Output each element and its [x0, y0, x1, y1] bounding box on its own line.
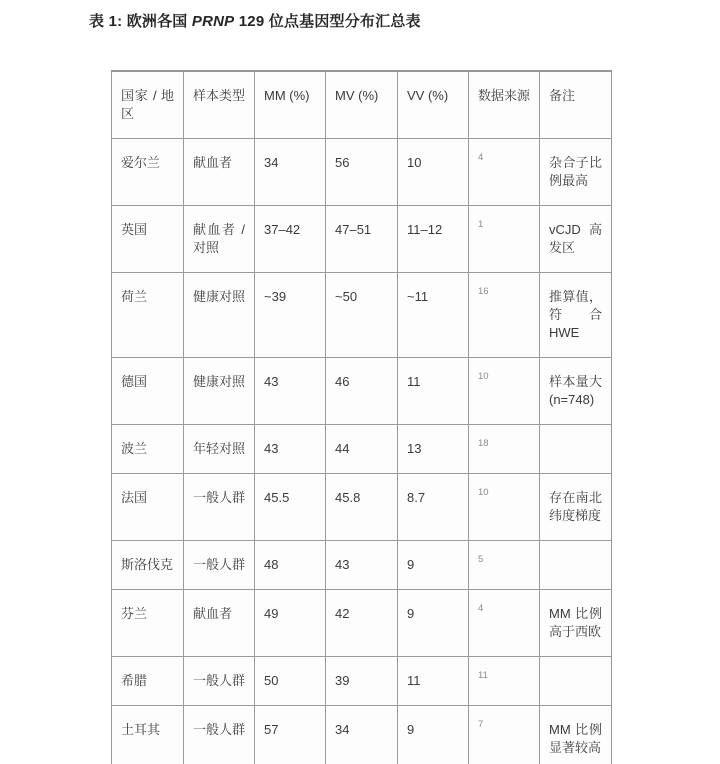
cell-sample-type: 一般人群 [184, 657, 255, 706]
cell-vv: 11 [398, 358, 469, 425]
source-ref-superscript: 10 [478, 487, 489, 498]
cell-vv: 11–12 [398, 206, 469, 273]
cell-source [469, 541, 540, 590]
cell-note: 推算值，符合 HWE [540, 273, 612, 358]
cell-mm: 49 [255, 590, 326, 657]
cell-country: 荷兰 [112, 273, 184, 358]
cell-vv: 13 [398, 425, 469, 474]
cell-note [540, 657, 612, 706]
cell-vv: 10 [398, 139, 469, 206]
cell-mm: 34 [255, 139, 326, 206]
cell-source [469, 358, 540, 425]
cell-mm: 45.5 [255, 474, 326, 541]
cell-note: 存在南北纬度梯度 [540, 474, 612, 541]
table-row [112, 657, 612, 706]
header-mm-pct: MM (%) [255, 71, 326, 139]
source-ref-superscript: 1 [478, 219, 484, 230]
cell-sample-type: 一般人群 [184, 706, 255, 764]
cell-sample-type: 年轻对照 [184, 425, 255, 474]
source-ref-superscript: 18 [478, 438, 489, 449]
table-header-row [112, 71, 612, 139]
cell-country: 土耳其 [112, 706, 184, 764]
cell-note [540, 541, 612, 590]
cell-country: 爱尔兰 [112, 139, 184, 206]
cell-sample-type: 一般人群 [184, 474, 255, 541]
cell-mv: 45.8 [326, 474, 398, 541]
cell-note: MM 比例显著较高 [540, 706, 612, 764]
source-ref-superscript: 4 [478, 152, 484, 163]
table-title [89, 10, 421, 31]
table-title-gene-italic: PRNP [191, 13, 235, 30]
cell-mv: 43 [326, 541, 398, 590]
source-ref-superscript: 4 [478, 603, 484, 614]
table-row [112, 206, 612, 273]
cell-mm: 48 [255, 541, 326, 590]
cell-mm: 50 [255, 657, 326, 706]
cell-note: vCJD 高发区 [540, 206, 612, 273]
cell-mm: 37–42 [255, 206, 326, 273]
source-ref-superscript: 5 [478, 554, 484, 565]
cell-sample-type: 健康对照 [184, 273, 255, 358]
header-data-source: 数据来源 [469, 71, 540, 139]
table-row [112, 706, 612, 764]
table-title-segment: 欧洲各国 [126, 13, 188, 30]
cell-mv: 42 [326, 590, 398, 657]
cell-country: 芬兰 [112, 590, 184, 657]
table-row [112, 425, 612, 474]
header-sample-type: 样本类型 [184, 71, 255, 139]
cell-mm: 57 [255, 706, 326, 764]
cell-mv: 44 [326, 425, 398, 474]
table-row [112, 590, 612, 657]
cell-vv: 11 [398, 657, 469, 706]
cell-mv: 56 [326, 139, 398, 206]
source-ref-superscript: 16 [478, 286, 489, 297]
cell-country: 希腊 [112, 657, 184, 706]
cell-sample-type: 献血者 / 对照 [184, 206, 255, 273]
genotype-table-container [111, 70, 612, 764]
cell-sample-type: 献血者 [184, 139, 255, 206]
table-row [112, 358, 612, 425]
cell-source [469, 474, 540, 541]
table-title-rest: 129 位点基因型分布汇总表 [238, 13, 421, 30]
cell-country: 斯洛伐克 [112, 541, 184, 590]
cell-mm: 43 [255, 358, 326, 425]
cell-vv: 8.7 [398, 474, 469, 541]
cell-country: 英国 [112, 206, 184, 273]
cell-source [469, 139, 540, 206]
cell-mv: 34 [326, 706, 398, 764]
cell-note: 杂合子比例最高 [540, 139, 612, 206]
header-notes: 备注 [540, 71, 612, 139]
cell-sample-type: 健康对照 [184, 358, 255, 425]
cell-sample-type: 一般人群 [184, 541, 255, 590]
cell-source [469, 706, 540, 764]
cell-country: 法国 [112, 474, 184, 541]
source-ref-superscript: 10 [478, 371, 489, 382]
source-ref-superscript: 11 [478, 670, 488, 681]
cell-mv: ~50 [326, 273, 398, 358]
header-country: 国家 / 地区 [112, 71, 184, 139]
table-row [112, 139, 612, 206]
table-title-label: 表 1: [89, 13, 123, 30]
cell-note [540, 425, 612, 474]
cell-source [469, 425, 540, 474]
header-mv-pct: MV (%) [326, 71, 398, 139]
cell-sample-type: 献血者 [184, 590, 255, 657]
cell-note: 样本量大 (n=748) [540, 358, 612, 425]
genotype-table [111, 70, 612, 764]
cell-vv: 9 [398, 706, 469, 764]
cell-mm: ~39 [255, 273, 326, 358]
cell-mv: 47–51 [326, 206, 398, 273]
cell-source [469, 657, 540, 706]
source-ref-superscript: 7 [478, 719, 484, 730]
cell-source [469, 273, 540, 358]
table-row [112, 273, 612, 358]
cell-country: 波兰 [112, 425, 184, 474]
cell-vv: 9 [398, 590, 469, 657]
cell-vv: ~11 [398, 273, 469, 358]
cell-mv: 46 [326, 358, 398, 425]
cell-vv: 9 [398, 541, 469, 590]
cell-source [469, 206, 540, 273]
cell-note: MM 比例高于西欧 [540, 590, 612, 657]
header-vv-pct: VV (%) [398, 71, 469, 139]
cell-source [469, 590, 540, 657]
cell-mm: 43 [255, 425, 326, 474]
table-row [112, 541, 612, 590]
cell-country: 德国 [112, 358, 184, 425]
cell-mv: 39 [326, 657, 398, 706]
table-row [112, 474, 612, 541]
